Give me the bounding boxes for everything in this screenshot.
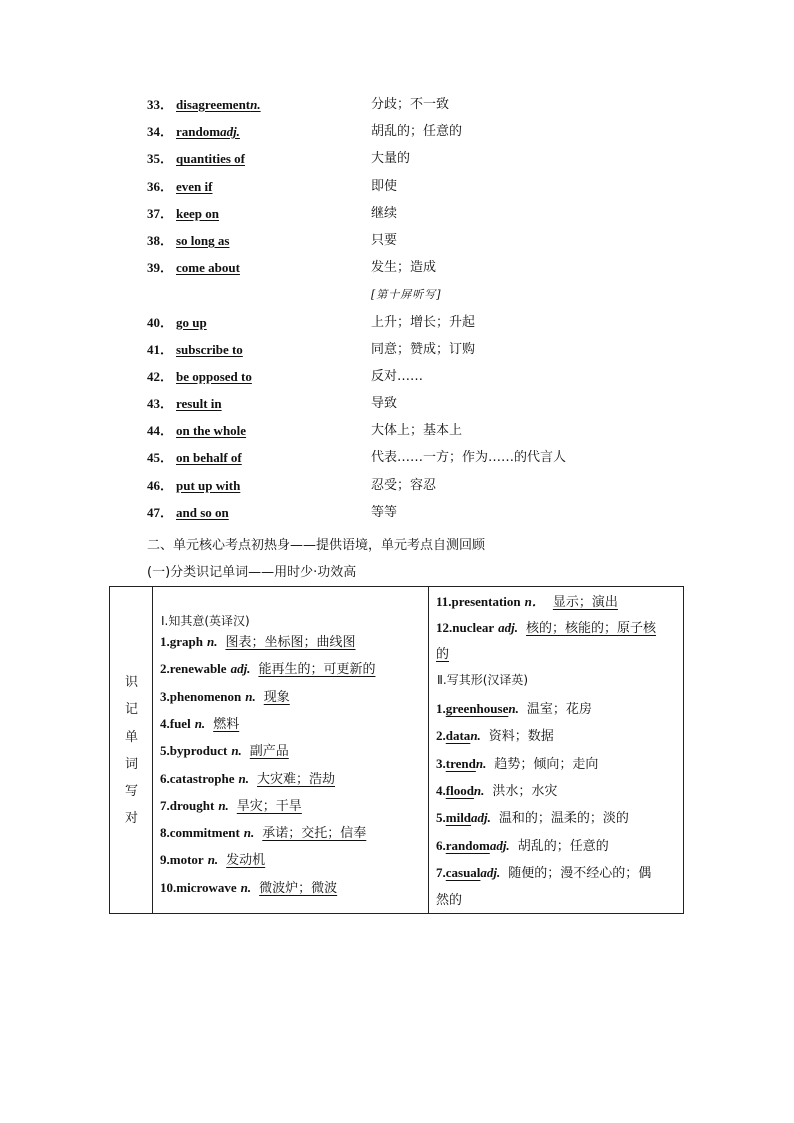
vocab-row — [147, 121, 667, 148]
part-of-speech: n. — [475, 755, 487, 771]
section-marker: [第十屏听写] — [371, 288, 442, 302]
item-index: 5. — [436, 810, 446, 826]
english-phrase — [176, 203, 219, 225]
chinese-meaning: 大体上；基本上 — [371, 423, 463, 439]
vocab-row — [147, 420, 667, 447]
chinese-meaning: 分歧；不一致 — [371, 97, 450, 112]
item-number: 46． — [147, 477, 174, 493]
phrase-text: be opposed to — [176, 368, 252, 384]
vocab-row — [147, 176, 667, 203]
item-index: 2. — [436, 728, 446, 744]
phrase-text: keep on — [176, 205, 219, 221]
answer-word: trend — [445, 755, 476, 771]
meaning-continuation: 然的 — [436, 892, 463, 908]
side-label-char: 单 — [124, 729, 138, 745]
vocab-row — [147, 312, 667, 339]
part-of-speech: n. — [207, 852, 219, 868]
part-of-speech: n. — [250, 97, 261, 112]
item-number: 37． — [147, 205, 174, 221]
answer-text: 能再生的；可更新的 — [258, 662, 376, 678]
table-item — [436, 835, 609, 854]
answer-text: 微波炉；微波 — [259, 880, 338, 896]
table-item — [436, 698, 592, 717]
meaning-text: 随便的；漫不经心的；偶 — [508, 865, 652, 881]
item-number: 43． — [147, 396, 174, 412]
phrase-text: result in — [176, 396, 222, 412]
side-label-char: 写 — [124, 784, 138, 800]
vocab-row — [147, 339, 667, 366]
table-item — [436, 780, 557, 799]
english-phrase — [176, 339, 243, 361]
phrase-text: on the whole — [176, 423, 247, 439]
chinese-meaning: 反对…… — [371, 368, 424, 384]
item-word: 7.drought — [160, 797, 215, 813]
chinese-meaning: 忍受；容忍 — [371, 477, 437, 493]
table-item — [160, 658, 375, 677]
item-word: 4.fuel — [160, 715, 191, 731]
chinese-meaning: 胡乱的；任意的 — [371, 124, 463, 140]
part-of-speech: adj. — [489, 837, 510, 853]
vocab-row — [147, 257, 667, 284]
item-index: 1. — [436, 701, 446, 716]
part-of-speech: n. — [473, 782, 485, 798]
item-number: 38． — [147, 232, 174, 248]
answer-word: mild — [445, 810, 472, 826]
item-number: 33． — [147, 97, 174, 112]
item-index: 3. — [436, 755, 446, 771]
part-of-speech: n. — [206, 634, 218, 649]
item-word: 11.presentation — [436, 594, 521, 609]
table-item — [160, 686, 290, 705]
right-sub-heading: Ⅱ.写其形(汉译英) — [437, 673, 529, 687]
english-phrase — [176, 121, 240, 143]
item-number: 45． — [147, 450, 174, 466]
answer-continuation: 的 — [436, 647, 450, 662]
phrase-text: even if — [176, 178, 213, 194]
table-right-column — [429, 587, 683, 913]
english-phrase — [176, 447, 242, 469]
english-phrase — [176, 148, 245, 170]
table-item — [436, 862, 651, 881]
meaning-text: 趋势；倾向；走向 — [494, 756, 599, 772]
part-of-speech: n. — [218, 797, 229, 813]
vocab-list — [147, 94, 667, 529]
item-word: 10.microwave — [160, 879, 237, 895]
answer-word: greenhouse — [445, 701, 509, 716]
item-number: 40． — [147, 314, 174, 330]
table-item — [160, 822, 366, 841]
part-of-speech: adj. — [471, 810, 491, 826]
phrase-text: subscribe to — [176, 341, 243, 357]
table-item — [436, 725, 554, 744]
part-of-speech: adj. — [220, 124, 240, 140]
vocab-row — [147, 94, 667, 121]
phrase-text: disagreement — [176, 97, 251, 112]
english-phrase — [176, 230, 229, 252]
item-word: 8.commitment — [160, 825, 240, 841]
table-item — [160, 631, 355, 650]
chinese-meaning: 代表……一方；作为……的代言人 — [371, 450, 567, 466]
english-phrase — [176, 94, 261, 116]
answer-text: 发动机 — [226, 853, 266, 869]
chinese-meaning: 上升；增长；升起 — [371, 314, 476, 330]
table-item — [160, 713, 239, 732]
phrase-text: put up with — [176, 477, 241, 493]
table-item — [160, 849, 265, 868]
item-word: 6.catastrophe — [160, 770, 235, 786]
part-of-speech: n. — [238, 770, 249, 786]
side-label-char: 记 — [124, 702, 138, 718]
answer-text: 现象 — [263, 689, 290, 705]
vocab-row — [147, 475, 667, 502]
meaning-text: 温室；花房 — [526, 702, 592, 717]
table-item — [160, 877, 337, 896]
phrase-text: come about — [176, 260, 240, 276]
part-of-speech: n. — [240, 879, 252, 895]
phrase-text: on behalf of — [176, 450, 242, 466]
side-label — [110, 669, 153, 833]
english-phrase — [176, 502, 229, 524]
side-label-char: 词 — [124, 756, 138, 772]
table-item — [436, 617, 656, 636]
english-phrase — [176, 176, 212, 198]
part-of-speech: n. — [508, 701, 519, 716]
part-of-speech: adj. — [230, 661, 251, 677]
section-two-heading: 二、单元核心考点初热身——提供语境，单元考点自测回顾 — [147, 538, 486, 553]
part-of-speech: adj. — [498, 620, 519, 635]
answer-text: 图表；坐标图；曲线图 — [225, 635, 356, 650]
part-of-speech: n. — [231, 743, 242, 759]
phrase-text: and so on — [176, 504, 229, 520]
item-word: 3.phenomenon — [160, 688, 242, 704]
vocab-row — [147, 203, 667, 230]
answer-text: 副产品 — [249, 744, 289, 760]
item-number: 42． — [147, 368, 174, 384]
answer-word: casual — [445, 864, 481, 880]
meaning-text: 洪水；水灾 — [492, 783, 558, 799]
chinese-meaning: 继续 — [371, 205, 398, 221]
table-item — [436, 591, 618, 610]
answer-text: 大灾难；浩劫 — [257, 771, 336, 787]
item-word: 1.graph — [160, 634, 203, 649]
english-phrase — [176, 312, 207, 334]
answer-text: 旱灾；干旱 — [236, 798, 302, 814]
vocab-row — [147, 230, 667, 257]
item-index: 4. — [436, 782, 446, 798]
chinese-meaning: 等等 — [371, 504, 398, 520]
chinese-meaning: 同意；赞成；订购 — [371, 341, 476, 357]
item-number: 41． — [147, 341, 174, 357]
chinese-meaning: 导致 — [371, 396, 398, 412]
answer-text: 燃料 — [213, 716, 240, 732]
english-phrase — [176, 393, 222, 415]
vocab-table — [109, 586, 684, 914]
table-item — [160, 768, 335, 787]
english-phrase — [176, 420, 246, 442]
phrase-text: so long as — [176, 232, 230, 248]
meaning-text: 温和的；温柔的；淡的 — [498, 811, 629, 827]
part-of-speech: adj. — [480, 864, 501, 880]
table-item — [436, 753, 598, 772]
item-index: 7. — [436, 864, 446, 880]
phrase-text: go up — [176, 314, 207, 330]
meaning-text: 胡乱的；任意的 — [517, 838, 609, 854]
part-of-speech: n. — [243, 825, 255, 841]
part-of-speech: n． — [524, 594, 545, 609]
answer-text: 核的；核能的；原子核 — [526, 621, 657, 636]
section-marker-row — [147, 284, 667, 311]
item-number: 39． — [147, 260, 174, 276]
chinese-meaning: 即使 — [371, 178, 398, 194]
table-mid-column — [153, 587, 429, 913]
side-label-char: 对 — [124, 811, 138, 827]
english-phrase — [176, 257, 240, 279]
item-word: 5.byproduct — [160, 743, 228, 759]
table-side-column — [110, 587, 153, 913]
phrase-text: quantities of — [176, 151, 245, 167]
chinese-meaning: 大量的 — [371, 151, 411, 167]
vocab-row — [147, 502, 667, 529]
english-phrase — [176, 475, 240, 497]
item-word: 12.nuclear — [436, 620, 495, 635]
side-label-char: 识 — [124, 675, 138, 690]
vocab-row — [147, 148, 667, 175]
mid-sub-heading: Ⅰ.知其意(英译汉) — [161, 614, 250, 628]
item-number: 36． — [147, 178, 174, 194]
english-phrase — [176, 366, 252, 388]
table-item — [160, 795, 302, 814]
item-word: 2.renewable — [160, 661, 227, 677]
table-item — [160, 740, 289, 759]
part-of-speech: n. — [194, 715, 206, 731]
chinese-meaning: 发生；造成 — [371, 260, 437, 276]
meaning-text: 资料；数据 — [488, 729, 554, 745]
item-number: 35． — [147, 151, 174, 167]
answer-word: flood — [445, 782, 474, 798]
item-index: 6. — [436, 837, 446, 853]
answer-text: 承诺；交托；信奉 — [262, 826, 367, 842]
part-of-speech: n. — [245, 688, 256, 704]
item-number: 34． — [147, 124, 174, 140]
item-number: 47． — [147, 504, 174, 520]
vocab-row — [147, 447, 667, 474]
answer-word: data — [445, 728, 471, 744]
answer-word: random — [445, 837, 490, 853]
part-of-speech: n. — [470, 728, 481, 744]
answer-text: 显示；演出 — [552, 595, 618, 610]
subsection-one-heading: (一)分类识记单词——用时少·功效高 — [147, 565, 357, 580]
table-item — [436, 807, 629, 826]
item-word: 9.motor — [160, 852, 204, 868]
vocab-row — [147, 393, 667, 420]
chinese-meaning: 只要 — [371, 232, 398, 248]
item-number: 44． — [147, 423, 174, 439]
phrase-text: random — [176, 124, 221, 140]
vocab-row — [147, 366, 667, 393]
